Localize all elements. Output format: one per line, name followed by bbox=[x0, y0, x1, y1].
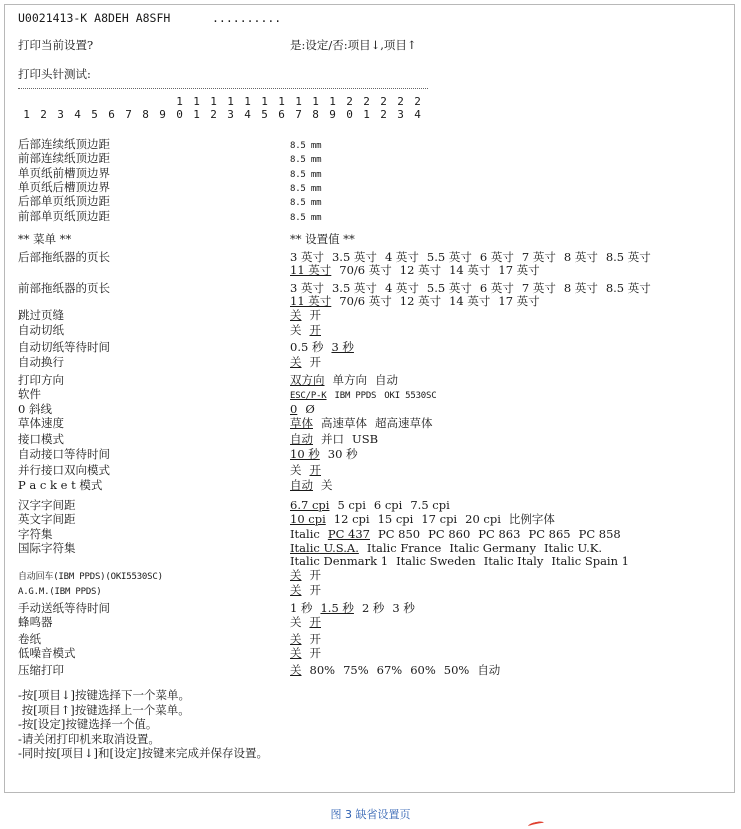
setting-option: 关 bbox=[290, 463, 302, 477]
instruction-line: -按[设定]按键选择一个值。 bbox=[18, 717, 158, 731]
ones-digit: 1 bbox=[363, 108, 370, 121]
setting-option: IBM PPDS bbox=[334, 391, 377, 401]
setting-option: Italic Germany bbox=[449, 541, 536, 555]
setting-option: 8.5 英寸 bbox=[605, 250, 651, 264]
setting-option: 67% bbox=[376, 663, 403, 677]
setting-label: 英文字间距 bbox=[18, 512, 76, 526]
setting-label: 自动切纸 bbox=[18, 323, 64, 337]
ones-digit: 1 bbox=[23, 108, 30, 121]
setting-values-row bbox=[290, 355, 321, 369]
setting-label: 0 斜线 bbox=[18, 402, 52, 416]
setting-values-row bbox=[290, 250, 651, 264]
ones-digit: 9 bbox=[159, 108, 166, 121]
margin-label: 前部连续纸顶边距 bbox=[18, 151, 110, 166]
setting-values-row bbox=[290, 447, 358, 461]
setting-option: Italic bbox=[290, 527, 320, 541]
setting-option: 60% bbox=[410, 663, 436, 677]
setting-values-row bbox=[290, 263, 540, 277]
setting-values-row bbox=[290, 416, 433, 430]
setting-label: 软件 bbox=[18, 387, 41, 401]
setting-option: 超高速草体 bbox=[375, 416, 433, 430]
setting-option-selected: 10 cpi bbox=[290, 512, 326, 526]
setting-option: PC 850 bbox=[377, 527, 421, 541]
setting-values-row bbox=[290, 308, 321, 322]
setting-label: 字符集 bbox=[18, 527, 53, 541]
setting-option: 17 英寸 bbox=[498, 263, 540, 277]
setting-values-row bbox=[290, 340, 354, 354]
ones-digit: 5 bbox=[261, 108, 268, 121]
margin-label: 后部连续纸顶边距 bbox=[18, 137, 110, 151]
ones-digit: 2 bbox=[380, 108, 387, 121]
instruction-line: -请关闭打印机来取消设置。 bbox=[18, 731, 160, 746]
ones-digit: 6 bbox=[278, 108, 285, 121]
ones-digit: 5 bbox=[91, 108, 98, 121]
setting-label: 自动回车(IBM PPDS)(OKI5530SC) bbox=[18, 572, 163, 582]
setting-option-selected: ESC/P-K bbox=[290, 391, 327, 401]
print-settings-hint: 是:设定/否:项目↓,项目↑ bbox=[290, 38, 417, 52]
setting-option: 2 秒 bbox=[361, 601, 385, 615]
setting-option: 5 cpi bbox=[337, 498, 366, 512]
menu-column-header: ** 菜单 ** bbox=[18, 232, 72, 246]
setting-option: 7 英寸 bbox=[521, 250, 556, 264]
print-settings-question: 打印当前设置? bbox=[18, 38, 94, 52]
setting-option: 15 cpi bbox=[377, 512, 414, 526]
setting-label: 前部拖纸器的页长 bbox=[18, 281, 110, 295]
setting-option: 75% bbox=[343, 663, 369, 677]
setting-option: 开 bbox=[309, 568, 321, 582]
setting-values-row bbox=[290, 512, 555, 526]
margin-value: 8.5 mm bbox=[290, 183, 322, 194]
setting-label: 国际字符集 bbox=[18, 541, 76, 555]
setting-label: P a c k e t 模式 bbox=[18, 478, 103, 492]
setting-label: A.G.M.(IBM PPDS) bbox=[18, 587, 102, 597]
ones-digit: 0 bbox=[176, 108, 183, 121]
setting-option: 关 bbox=[290, 615, 302, 629]
setting-label: 跳过页缝 bbox=[18, 308, 64, 322]
setting-option-selected: 0 bbox=[290, 402, 298, 416]
setting-option: 开 bbox=[309, 355, 321, 369]
setting-option: 20 cpi bbox=[465, 512, 501, 526]
setting-values-row bbox=[290, 615, 321, 629]
figure-caption: 图 3 缺省设置页 bbox=[330, 808, 411, 821]
setting-option: 自动 bbox=[375, 373, 398, 387]
setting-option: Italic Spain 1 bbox=[551, 554, 629, 568]
setting-option-selected: 草体 bbox=[290, 416, 313, 430]
tens-digit: 2 bbox=[397, 95, 404, 108]
margin-label: 前部单页纸顶边距 bbox=[18, 208, 110, 223]
ones-digit: 3 bbox=[397, 108, 404, 121]
setting-option: Italic France bbox=[366, 541, 442, 555]
setting-values-row bbox=[290, 541, 602, 555]
setting-values-row bbox=[290, 527, 621, 541]
setting-option-selected: 关 bbox=[290, 663, 302, 677]
setting-option-selected: 关 bbox=[290, 632, 302, 646]
setting-option: Italic Italy bbox=[483, 554, 544, 568]
setting-option: PC 865 bbox=[528, 527, 571, 541]
setting-values-row bbox=[290, 632, 321, 646]
setting-option: 17 英寸 bbox=[498, 294, 540, 308]
ones-digit: 4 bbox=[244, 108, 251, 121]
ones-digit: 7 bbox=[295, 108, 302, 121]
instruction-line: -按[项目↓]按键选择下一个菜单。 bbox=[18, 688, 190, 702]
setting-option-selected: 关 bbox=[290, 355, 302, 369]
setting-option: 14 英寸 bbox=[449, 263, 491, 277]
setting-label: 低噪音模式 bbox=[18, 646, 76, 660]
code-dots: .......... bbox=[212, 11, 282, 25]
setting-option: 70/6 英寸 bbox=[339, 294, 392, 308]
setting-option: 80% bbox=[309, 663, 336, 677]
setting-option: Italic Sweden bbox=[396, 554, 476, 568]
setting-values-row bbox=[290, 389, 436, 403]
ones-digit: 3 bbox=[227, 108, 234, 121]
ones-digit: 9 bbox=[329, 108, 336, 121]
setting-values-row bbox=[290, 281, 651, 295]
setting-label: 蜂鸣器 bbox=[18, 615, 53, 629]
tens-digit: 1 bbox=[329, 95, 336, 108]
setting-option: 比例字体 bbox=[508, 512, 555, 526]
setting-option: 单方向 bbox=[332, 373, 367, 387]
setting-option-selected: 双方向 bbox=[290, 373, 325, 387]
setting-option-selected: Italic U.S.A. bbox=[290, 541, 359, 555]
setting-option: 17 cpi bbox=[421, 512, 458, 526]
setting-values-row bbox=[290, 432, 378, 446]
setting-values-row bbox=[290, 601, 415, 615]
setting-option: 3 英寸 bbox=[290, 250, 324, 264]
setting-label: 压缩打印 bbox=[18, 663, 64, 677]
setting-option-selected: 关 bbox=[290, 568, 302, 582]
setting-option: PC 860 bbox=[428, 527, 471, 541]
head-test-rule bbox=[18, 88, 428, 89]
setting-option: 6 cpi bbox=[373, 498, 403, 512]
margin-value: 8.5 mm bbox=[290, 198, 322, 209]
setting-option-selected: 开 bbox=[309, 615, 321, 629]
setting-option-selected: 开 bbox=[309, 463, 321, 477]
ones-digit: 4 bbox=[74, 108, 81, 121]
setting-option-selected: 11 英寸 bbox=[290, 263, 332, 277]
setting-option-selected: PC 437 bbox=[327, 527, 370, 541]
setting-option: 5.5 英寸 bbox=[426, 281, 472, 295]
setting-option: 开 bbox=[309, 583, 321, 597]
setting-option: 50% bbox=[443, 663, 470, 677]
setting-option-selected: 自动 bbox=[290, 432, 313, 446]
ones-digit: 8 bbox=[312, 108, 319, 121]
setting-option: 7.5 cpi bbox=[410, 498, 450, 512]
setting-label: 自动接口等待时间 bbox=[18, 447, 110, 461]
setting-option: 12 英寸 bbox=[399, 294, 442, 308]
setting-label: 自动切纸等待时间 bbox=[18, 340, 110, 354]
setting-option-selected: 关 bbox=[290, 583, 302, 597]
setting-option: 开 bbox=[309, 308, 321, 322]
setting-option: OKI 5530SC bbox=[384, 391, 437, 401]
setting-option: 6 英寸 bbox=[479, 250, 514, 264]
setting-option-selected: 开 bbox=[309, 323, 321, 337]
margin-value: 8.5 mm bbox=[290, 169, 322, 180]
setting-option: 4 英寸 bbox=[384, 250, 419, 264]
setting-option: Italic U.K. bbox=[543, 541, 602, 555]
tens-digit: 1 bbox=[278, 95, 285, 108]
setting-values-row bbox=[290, 294, 540, 308]
margin-value: 8.5 mm bbox=[290, 141, 322, 151]
setting-option-selected: 关 bbox=[290, 646, 302, 660]
setting-values-row bbox=[290, 463, 321, 477]
setting-option: 高速草体 bbox=[321, 416, 367, 430]
setting-option-selected: 10 秒 bbox=[290, 447, 320, 461]
setting-option: 7 英寸 bbox=[521, 281, 556, 295]
setting-values-row bbox=[290, 373, 398, 387]
setting-values-row bbox=[290, 583, 321, 597]
setting-option: Italic Denmark 1 bbox=[290, 554, 389, 568]
setting-option: 5.5 英寸 bbox=[426, 250, 472, 264]
setting-option: 3.5 英寸 bbox=[331, 281, 377, 295]
setting-option-selected: 6.7 cpi bbox=[290, 498, 330, 512]
setting-option: 3 英寸 bbox=[290, 281, 324, 295]
ones-digit: 6 bbox=[108, 108, 115, 121]
instruction-line: -同时按[项目↓]和[设定]按键来完成并保存设置。 bbox=[18, 746, 268, 760]
setting-values-row bbox=[290, 646, 321, 660]
setting-label: 自动换行 bbox=[18, 355, 64, 369]
setting-values-row bbox=[290, 554, 629, 568]
margin-value: 8.5 mm bbox=[290, 155, 322, 166]
margin-label: 单页纸后槽顶边界 bbox=[18, 179, 110, 194]
setting-option: 8.5 英寸 bbox=[605, 281, 651, 295]
tens-digit: 1 bbox=[227, 95, 234, 108]
head-test-label: 打印头针测试: bbox=[18, 67, 91, 81]
setting-option: 14 英寸 bbox=[449, 294, 491, 308]
ones-digit: 0 bbox=[346, 108, 353, 121]
setting-values-row bbox=[290, 402, 315, 416]
setting-option: 12 cpi bbox=[333, 512, 370, 526]
setting-label: 后部拖纸器的页长 bbox=[18, 250, 110, 264]
ones-digit: 2 bbox=[210, 108, 217, 121]
setting-option: 1 秒 bbox=[290, 601, 313, 615]
setting-option-selected: 11 英寸 bbox=[290, 294, 332, 308]
tens-digit: 1 bbox=[295, 95, 302, 108]
setting-option: 12 英寸 bbox=[399, 263, 442, 277]
ones-digit: 2 bbox=[40, 108, 47, 121]
setting-label: 汉字字间距 bbox=[18, 498, 76, 512]
setting-label: 并行接口双向模式 bbox=[18, 463, 110, 477]
firmware-code: U0021413-K A8DEH A8SFH bbox=[18, 11, 171, 25]
setting-label: 手动送纸等待时间 bbox=[18, 601, 110, 615]
tens-digit: 1 bbox=[261, 95, 268, 108]
setting-label: 打印方向 bbox=[18, 373, 64, 387]
setting-option: 开 bbox=[309, 632, 321, 646]
setting-option: 0.5 秒 bbox=[290, 340, 324, 354]
setting-label: 草体速度 bbox=[18, 416, 64, 430]
setting-values-row bbox=[290, 323, 321, 337]
setting-option: 3.5 英寸 bbox=[331, 250, 377, 264]
setting-option: 4 英寸 bbox=[384, 281, 419, 295]
instruction-line: 按[项目↑]按键选择上一个菜单。 bbox=[18, 702, 190, 717]
setting-values-row bbox=[290, 568, 321, 582]
setting-option: 关 bbox=[321, 478, 333, 492]
tens-digit: 1 bbox=[210, 95, 217, 108]
setting-option: PC 863 bbox=[478, 527, 521, 541]
tens-digit: 2 bbox=[414, 95, 421, 108]
setting-option: 自动 bbox=[477, 663, 501, 677]
tens-digit: 2 bbox=[346, 95, 353, 108]
setting-option-selected: 自动 bbox=[290, 478, 313, 492]
ones-digit: 8 bbox=[142, 108, 149, 121]
tens-digit: 2 bbox=[363, 95, 370, 108]
setting-values-row bbox=[290, 498, 450, 512]
setting-option: 30 秒 bbox=[327, 447, 358, 461]
setting-label: 卷纸 bbox=[18, 632, 41, 646]
setting-option: 并口 bbox=[321, 432, 344, 446]
setting-option: Ø bbox=[305, 402, 315, 416]
setting-option: 8 英寸 bbox=[563, 281, 598, 295]
tens-digit: 1 bbox=[244, 95, 251, 108]
setting-option: 3 秒 bbox=[392, 601, 415, 615]
ones-digit: 7 bbox=[125, 108, 132, 121]
values-column-header: ** 设置值 ** bbox=[290, 232, 355, 246]
setting-option-selected: 3 秒 bbox=[331, 340, 354, 354]
ones-digit: 1 bbox=[193, 108, 200, 121]
tens-digit: 1 bbox=[193, 95, 200, 108]
setting-option: 70/6 英寸 bbox=[339, 263, 392, 277]
setting-values-row bbox=[290, 478, 333, 492]
setting-option: 关 bbox=[290, 323, 302, 337]
setting-option-selected: 关 bbox=[290, 308, 302, 322]
margin-value: 8.5 mm bbox=[290, 212, 322, 223]
setting-option: PC 858 bbox=[578, 527, 621, 541]
margin-label: 后部单页纸顶边距 bbox=[18, 194, 110, 209]
ones-digit: 3 bbox=[57, 108, 64, 121]
tens-digit: 2 bbox=[380, 95, 387, 108]
tens-digit: 1 bbox=[176, 95, 183, 108]
setting-option-selected: 1.5 秒 bbox=[320, 601, 354, 615]
setting-option: 8 英寸 bbox=[563, 250, 598, 264]
setting-option: USB bbox=[352, 432, 379, 446]
margin-label: 单页纸前槽顶边界 bbox=[18, 165, 110, 180]
tens-digit: 1 bbox=[312, 95, 319, 108]
ones-digit: 4 bbox=[414, 108, 421, 121]
setting-values-row bbox=[290, 663, 500, 677]
setting-option: 6 英寸 bbox=[479, 281, 514, 295]
setting-label: 接口模式 bbox=[18, 432, 64, 446]
setting-option: 开 bbox=[309, 646, 321, 660]
